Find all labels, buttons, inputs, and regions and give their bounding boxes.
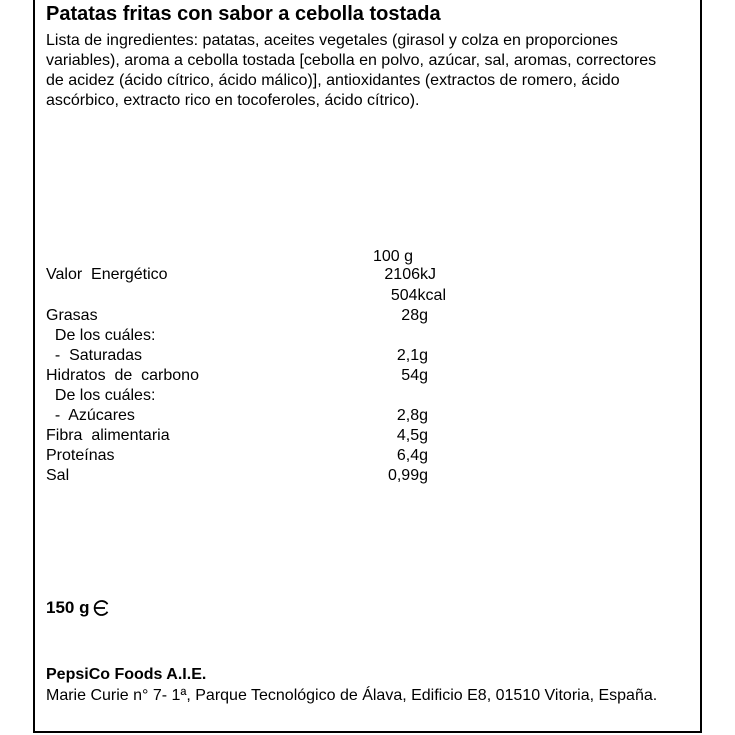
nutrition-label: Proteínas <box>46 447 115 464</box>
nutrition-row-fibre <box>46 426 466 446</box>
nutrition-label: Grasas <box>46 307 98 324</box>
nutrition-label: De los cuáles: <box>46 327 156 344</box>
nutrition-value: 504kcal <box>390 287 446 304</box>
nutrition-value: 6,4g <box>396 447 428 464</box>
nutrition-row-salt <box>46 466 466 486</box>
nutrition-row-sugars <box>46 406 466 426</box>
nutrition-value: 4,5g <box>396 427 428 444</box>
nutrition-per-100g-header: 100 g <box>373 248 414 265</box>
nutrition-label: Hidratos de carbono <box>46 367 199 384</box>
nutrition-label: Valor Energético <box>46 266 168 283</box>
nutrition-label: - Azúcares <box>46 407 135 424</box>
nutrition-row-fat-subheading <box>46 326 466 346</box>
nutrition-row-fat <box>46 306 466 326</box>
nutrition-value: 0,99g <box>387 467 428 484</box>
nutrition-value: 2106kJ <box>384 266 436 283</box>
nutrition-row-energy-kj <box>46 265 466 285</box>
nutrition-row-protein <box>46 446 466 466</box>
nutrition-label: Fibra alimentaria <box>46 427 170 444</box>
nutrition-value: 2,1g <box>396 347 428 364</box>
net-weight <box>46 598 110 618</box>
manufacturer-name: PepsiCo Foods A.I.E. <box>46 666 207 683</box>
nutrition-value: 2,8g <box>396 407 428 424</box>
estimated-sign-icon <box>92 599 110 617</box>
nutrition-label: Sal <box>46 467 70 484</box>
nutrition-row-carbohydrates <box>46 366 466 386</box>
nutrition-label: - Saturadas <box>46 347 143 364</box>
manufacturer-address: Marie Curie n° 7- 1ª, Parque Tecnológico de Álava, Edificio E8, 01510 Vitoria, España. <box>46 687 658 704</box>
nutrition-label: De los cuáles: <box>46 387 156 404</box>
nutrition-row-carb-subheading <box>46 386 466 406</box>
nutrition-row-saturated <box>46 346 466 366</box>
nutrition-value: 54g <box>401 367 428 384</box>
nutrition-value: 28g <box>401 307 428 324</box>
nutrition-row-energy-kcal <box>46 286 466 306</box>
ingredients-list: Lista de ingredientes: patatas, aceites vegetales (girasol y colza en proporciones variables), aroma a cebolla tostada [cebolla en polvo, azúcar, sal, aromas, correctores de acidez (ácido cítrico, ácido málico)], antioxidantes (extractos de romero, ácido ascórbico, extracto rico en tocoferoles, ácido cítrico). <box>46 32 657 109</box>
net-weight-value: 150 g <box>46 598 90 617</box>
product-title: Patatas fritas con sabor a cebolla tostada <box>46 3 441 25</box>
